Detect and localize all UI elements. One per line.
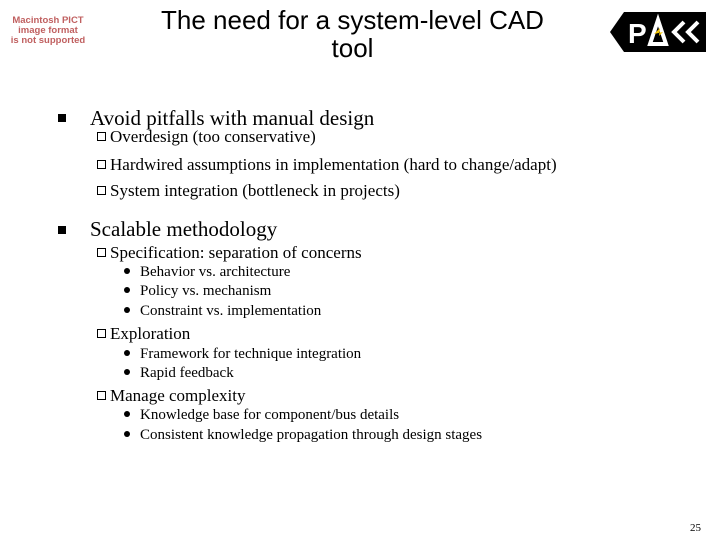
list-item: Manage complexity	[97, 386, 246, 406]
pict-notice-line: Macintosh PICT	[12, 15, 84, 26]
sub-list-item: Framework for technique integration	[124, 345, 361, 363]
sub-list-item: Behavior vs. architecture	[124, 263, 290, 281]
slide-title-line-2: tool	[331, 33, 374, 63]
checkbox-bullet-icon	[97, 391, 106, 400]
checkbox-bullet-icon	[97, 186, 106, 195]
dot-bullet-icon	[124, 369, 130, 375]
sub-list-item: Policy vs. mechanism	[124, 282, 271, 300]
sub-list-item: Constraint vs. implementation	[124, 302, 321, 320]
dot-bullet-icon	[124, 411, 130, 417]
square-bullet-icon	[58, 226, 66, 234]
square-bullet-icon	[58, 114, 66, 122]
checkbox-bullet-icon	[97, 132, 106, 141]
dot-bullet-icon	[124, 431, 130, 437]
dot-bullet-icon	[124, 350, 130, 356]
list-item: Exploration	[97, 324, 190, 344]
checkbox-bullet-icon	[97, 329, 106, 338]
pacc-logo-icon	[610, 12, 706, 52]
sub-list-item: Consistent knowledge propagation through design stages	[124, 426, 482, 444]
list-item: System integration (bottleneck in projects)	[97, 181, 400, 201]
svg-text:P: P	[628, 18, 647, 49]
sub-list-item: Rapid feedback	[124, 364, 234, 382]
dot-bullet-icon	[124, 268, 130, 274]
dot-bullet-icon	[124, 307, 130, 313]
section-heading: Scalable methodology	[90, 217, 278, 241]
section-heading: Avoid pitfalls with manual design	[90, 106, 375, 130]
slide-title-line-1: The need for a system-level CAD	[161, 5, 544, 35]
sub-list-item: Knowledge base for component/bus details	[124, 406, 399, 424]
pict-notice-line: is not supported	[10, 35, 86, 46]
list-item: Specification: separation of concerns	[97, 243, 362, 263]
dot-bullet-icon	[124, 287, 130, 293]
checkbox-bullet-icon	[97, 248, 106, 257]
list-item: Hardwired assumptions in implementation (hard to change/adapt)	[97, 155, 557, 175]
checkbox-bullet-icon	[97, 160, 106, 169]
page-number: 25	[690, 522, 701, 534]
pict-placeholder	[2, 16, 94, 46]
slide-title	[110, 6, 595, 62]
pict-notice-line: image format	[18, 25, 78, 36]
list-item: Overdesign (too conservative)	[97, 127, 316, 147]
